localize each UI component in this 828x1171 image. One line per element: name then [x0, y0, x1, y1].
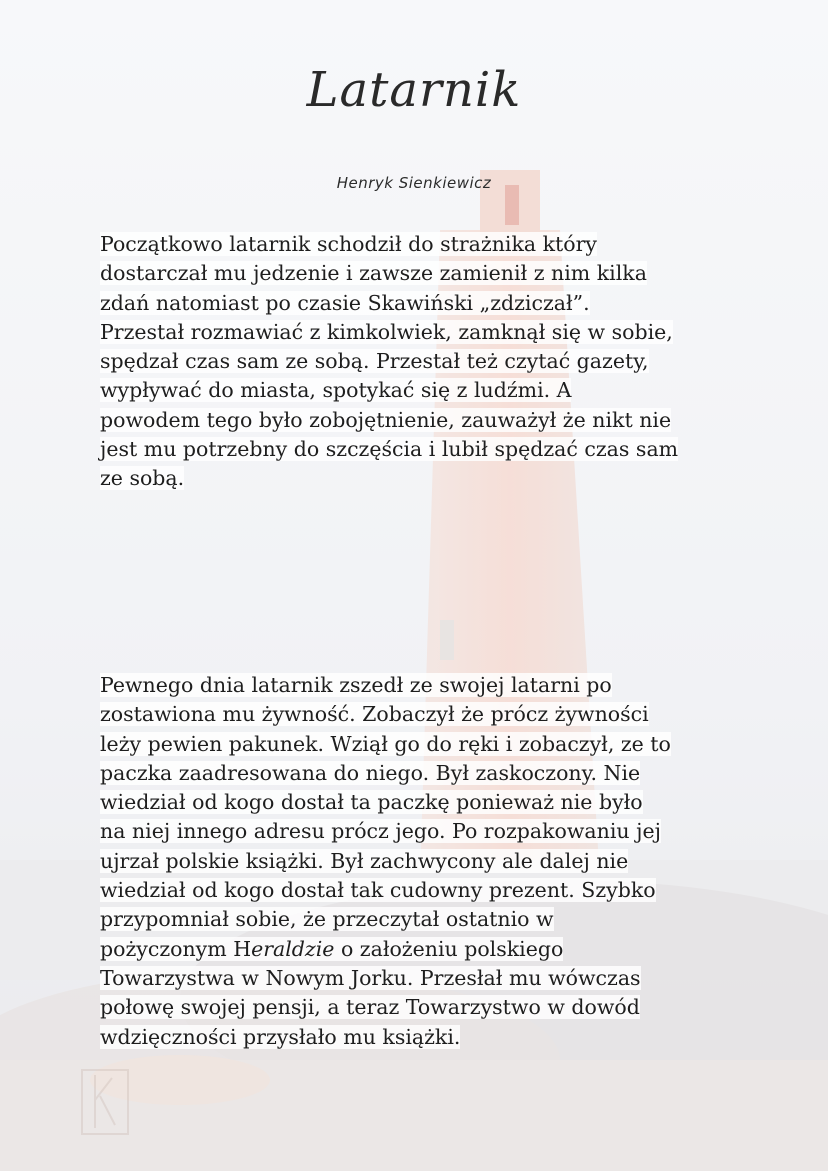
paragraph-line: wiedział od kogo dostał tak cudowny prezent. Szybko [100, 878, 656, 903]
paragraph-1 [100, 230, 678, 494]
document-author: Henryk Sienkiewicz [336, 174, 492, 192]
paragraph-line: zostawiona mu żywność. Zobaczył że prócz żywności [100, 702, 649, 727]
document-title: Latarnik [306, 62, 522, 118]
paragraph-line [100, 937, 563, 961]
paragraph-line: na niej innego adresu prócz jego. Po rozpakowaniu jej [100, 819, 661, 844]
paragraph-line: wiedział od kogo dostał ta paczkę ponieważ nie było [100, 790, 643, 815]
paragraph-line: wypływać do miasta, spotykać się z ludźmi. A [100, 378, 572, 403]
paragraph-line: paczka zaadresowana do niego. Był zaskoczony. Nie [100, 760, 641, 785]
italic-title-heraldzie: eraldzie [251, 936, 335, 961]
paragraph-line: zdań natomiast po czasie Skawiński „zdziczał”. [100, 290, 590, 315]
paragraph-line: Przestał rozmawiać z kimkolwiek, zamknął się w sobie, [100, 319, 673, 344]
paragraph-line: przypomniał sobie, że przeczytał ostatnio w [100, 907, 554, 932]
paragraph-line: jest mu potrzebny do szczęścia i lubił spędzać czas sam [100, 437, 679, 462]
paragraph-line: połowę swojej pensji, a teraz Towarzystwo w dowód [100, 995, 640, 1020]
line-text: o założeniu polskiego [334, 936, 564, 961]
paragraph-line: ujrzał polskie książki. Był zachwycony ale dalej nie [100, 848, 629, 873]
paragraph-line: dostarczał mu jedzenie i zawsze zamienił z nim kilka [100, 261, 647, 286]
paragraph-line: wdzięczności przysłało mu książki. [100, 1024, 461, 1049]
paragraph-line: powodem tego było zobojętnienie, zauważył że nikt nie [100, 407, 672, 432]
paragraph-line: Pewnego dnia latarnik zszedł ze swojej latarni po [100, 673, 612, 697]
paragraph-2 [100, 671, 671, 1052]
paragraph-line: ze sobą. [100, 466, 185, 491]
paragraph-line: Początkowo latarnik schodził do strażnika który [100, 232, 598, 256]
line-text: pożyczonym H [100, 936, 252, 961]
paragraph-line: Towarzystwa w Nowym Jorku. Przesłał mu wówczas [100, 965, 641, 990]
paragraph-line: spędzał czas sam ze sobą. Przestał też czytać gazety, [100, 349, 649, 374]
paragraph-line: leży pewien pakunek. Wziął go do ręki i zobaczył, ze to [100, 731, 671, 756]
